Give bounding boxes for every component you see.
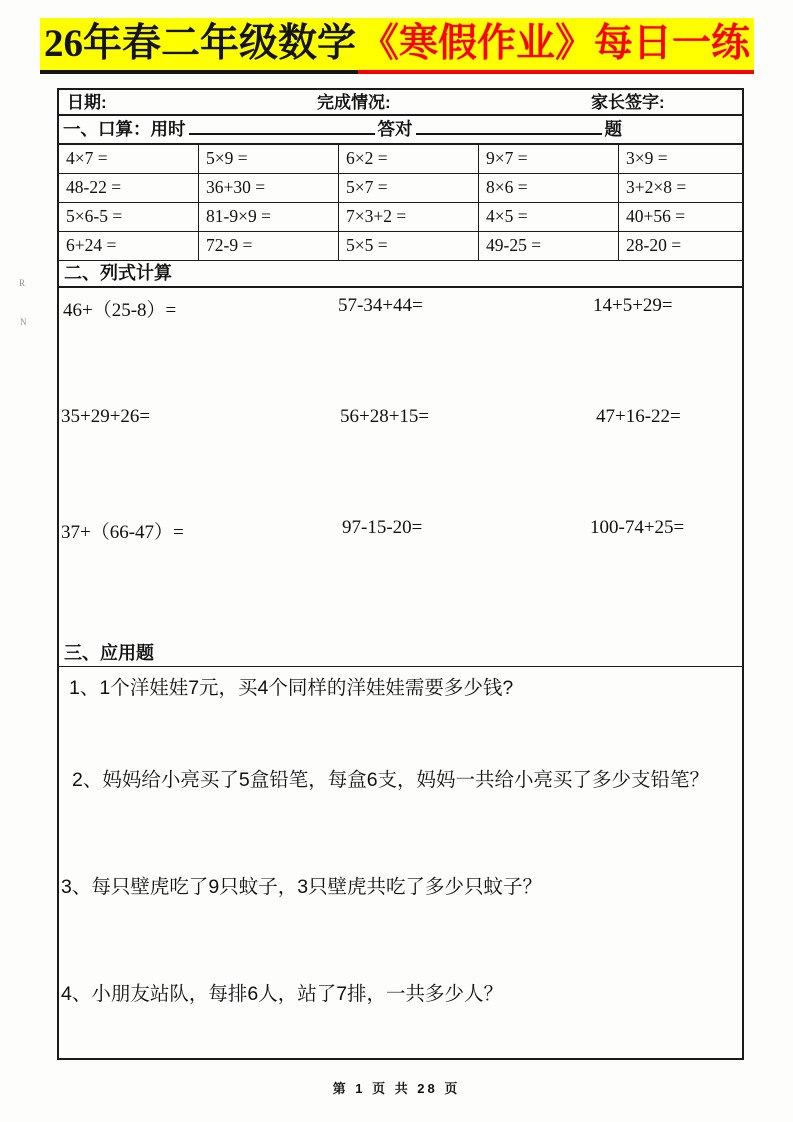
oral-calc-cell: 4×5 =: [479, 203, 619, 232]
oral-calc-cell: 5×7 =: [339, 174, 479, 203]
oral-calc-cell: 28-20 =: [619, 232, 742, 261]
word-problem: 4、小朋友站队，每排6人，站了7排，一共多少人？: [61, 983, 504, 1005]
title-red-part: 《寒假作业》每日一练: [358, 18, 754, 74]
oral-calc-cell: 3×9 =: [619, 145, 742, 174]
oral-calc-cell: 3+2×8 =: [619, 174, 742, 203]
word-problem-heading: 三、应用题: [64, 643, 154, 663]
word-problem: 3、每只壁虎吃了9只蚊子，3只壁虎共吃了多少只蚊子？: [61, 876, 543, 898]
oral-calc-cell: 8×6 =: [479, 174, 619, 203]
oral-calc-cell: 6×2 =: [339, 145, 479, 174]
oral-calc-cell: 81-9×9 =: [199, 203, 339, 232]
oral-calc-cell: 49-25 =: [479, 232, 619, 261]
oral-calc-cell: 36+30 =: [199, 174, 339, 203]
answer-label: 答对: [377, 119, 413, 139]
word-problems-area: [59, 667, 742, 1058]
oral-calc-cell: 48-22 =: [59, 174, 199, 203]
written-calc-item: 100-74+25=: [590, 517, 685, 538]
written-calc-heading: 二、列式计算: [64, 263, 172, 283]
oral-calc-cell: 7×3+2 =: [339, 203, 479, 232]
header-row: [59, 90, 742, 116]
signature-label: 家长签字:: [591, 93, 665, 112]
written-calc-item: 46+（25-8）=: [63, 300, 177, 321]
written-calc-item: 56+28+15=: [340, 406, 430, 427]
unit-label: 题: [604, 119, 622, 139]
written-calc-item: 37+（66-47）=: [61, 522, 184, 543]
written-calc-item: 97-15-20=: [342, 517, 423, 538]
written-calc-area: [59, 288, 742, 642]
oral-calc-cell: 40+56 =: [619, 203, 742, 232]
scan-artifact: R: [19, 278, 26, 288]
time-blank-line: [189, 120, 375, 135]
oral-calc-cell: 5×5 =: [339, 232, 479, 261]
oral-section-header: [59, 116, 742, 145]
written-calc-item: 14+5+29=: [593, 295, 673, 316]
word-problem-section-header: [59, 642, 742, 667]
oral-calc-grid: [59, 145, 742, 261]
oral-calc-cell: 6+24 =: [59, 232, 199, 261]
completion-label: 完成情况:: [317, 93, 391, 112]
oral-calc-cell: 5×6-5 =: [59, 203, 199, 232]
word-problem: 2、妈妈给小亮买了5盒铅笔，每盒6支，妈妈一共给小亮买了多少支铅笔？: [72, 769, 710, 791]
title-bar: [40, 18, 754, 74]
oral-calc-cell: 4×7 =: [59, 145, 199, 174]
title-black-part: 26年春二年级数学: [40, 18, 358, 74]
worksheet-table: [57, 88, 744, 1060]
oral-heading: 一、口算：用时: [63, 119, 186, 139]
written-calc-item: 35+29+26=: [61, 406, 151, 427]
oral-calc-cell: 5×9 =: [199, 145, 339, 174]
oral-calc-cell: 9×7 =: [479, 145, 619, 174]
written-calc-item: 47+16-22=: [596, 406, 681, 427]
oral-calc-cell: 72-9 =: [199, 232, 339, 261]
date-label: 日期:: [67, 93, 107, 112]
written-calc-item: 57-34+44=: [338, 295, 423, 316]
answer-blank-line: [416, 120, 602, 135]
written-calc-section-header: [59, 261, 742, 288]
word-problem: 1、1个洋娃娃7元，买4个同样的洋娃娃需要多少钱?: [69, 677, 514, 699]
page-footer: 第 1 页 共 28 页: [332, 1081, 461, 1096]
scan-artifact: N: [20, 317, 27, 327]
